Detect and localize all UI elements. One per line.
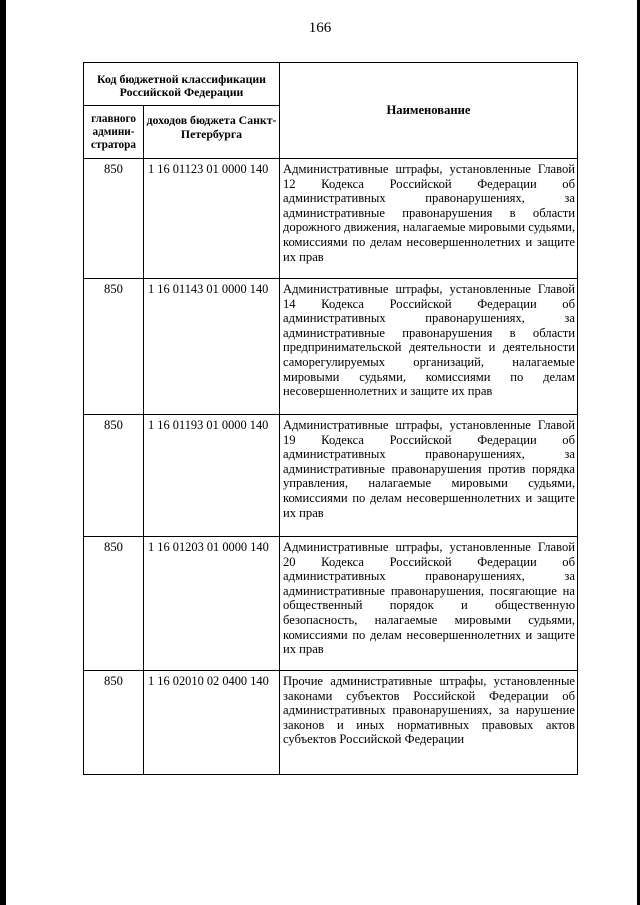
header-code-group: Код бюджетной классификации Российской Федерации (84, 63, 280, 106)
cell-code: 1 16 02010 02 0400 140 (144, 671, 280, 775)
cell-name (280, 537, 578, 671)
cell-name (280, 671, 578, 775)
cell-name-text: Административные штрафы, установленные Главой 12 Кодекса Российской Федерации об административных правонарушениях, за административные правонарушения в области дорожного движения, налагаемые мировыми судьями, комиссиями по делам несовершеннолетних и защите их прав (283, 162, 575, 264)
table-row (84, 537, 578, 671)
cell-name-text: Прочие административные штрафы, установленные законами субъектов Российской Федерации об административных правонарушениях, за нарушение законов и иных нормативных правовых актов субъектов Российской Федерации (283, 674, 575, 747)
cell-code: 1 16 01123 01 0000 140 (144, 159, 280, 279)
cell-code: 1 16 01203 01 0000 140 (144, 537, 280, 671)
cell-name-text: Административные штрафы, установленные Главой 19 Кодекса Российской Федерации об административных правонарушениях, за административные правонарушения против порядка управления, налагаемые мировыми судьями, комиссиями по делам несовершеннолетних и защите их прав (283, 418, 575, 520)
cell-admin: 850 (84, 671, 144, 775)
cell-name-text: Административные штрафы, установленные Главой 14 Кодекса Российской Федерации об административных правонарушениях, за административные правонарушения в области предпринимательской деятельности и деятельности саморегулируемых организаций, налагаемые мировыми судьями, комиссиями по делам несовершеннолетних и защите их прав (283, 282, 575, 399)
cell-admin: 850 (84, 415, 144, 537)
cell-name-text: Административные штрафы, установленные Главой 20 Кодекса Российской Федерации об административных правонарушениях, за административные правонарушения, посягающие на общественный порядок и общественную безопасность, налагаемые мировыми судьями, комиссиями по делам несовершеннолетних и защите их прав (283, 540, 575, 657)
table-row (84, 415, 578, 537)
cell-code: 1 16 01193 01 0000 140 (144, 415, 280, 537)
table-row (84, 159, 578, 279)
header-name: Наименование (280, 63, 578, 159)
cell-name (280, 159, 578, 279)
cell-name (280, 415, 578, 537)
table-row (84, 671, 578, 775)
cell-name (280, 279, 578, 415)
page-number: 166 (308, 20, 332, 36)
cell-code: 1 16 01143 01 0000 140 (144, 279, 280, 415)
table-header-row-1 (84, 63, 578, 106)
table-row (84, 279, 578, 415)
cell-admin: 850 (84, 279, 144, 415)
scan-edge-left (0, 0, 6, 905)
header-admin: главного админи-стратора (84, 106, 144, 159)
budget-classification-table (83, 62, 578, 775)
cell-admin: 850 (84, 537, 144, 671)
header-income: доходов бюджета Санкт-Петербурга (144, 106, 280, 159)
cell-admin: 850 (84, 159, 144, 279)
